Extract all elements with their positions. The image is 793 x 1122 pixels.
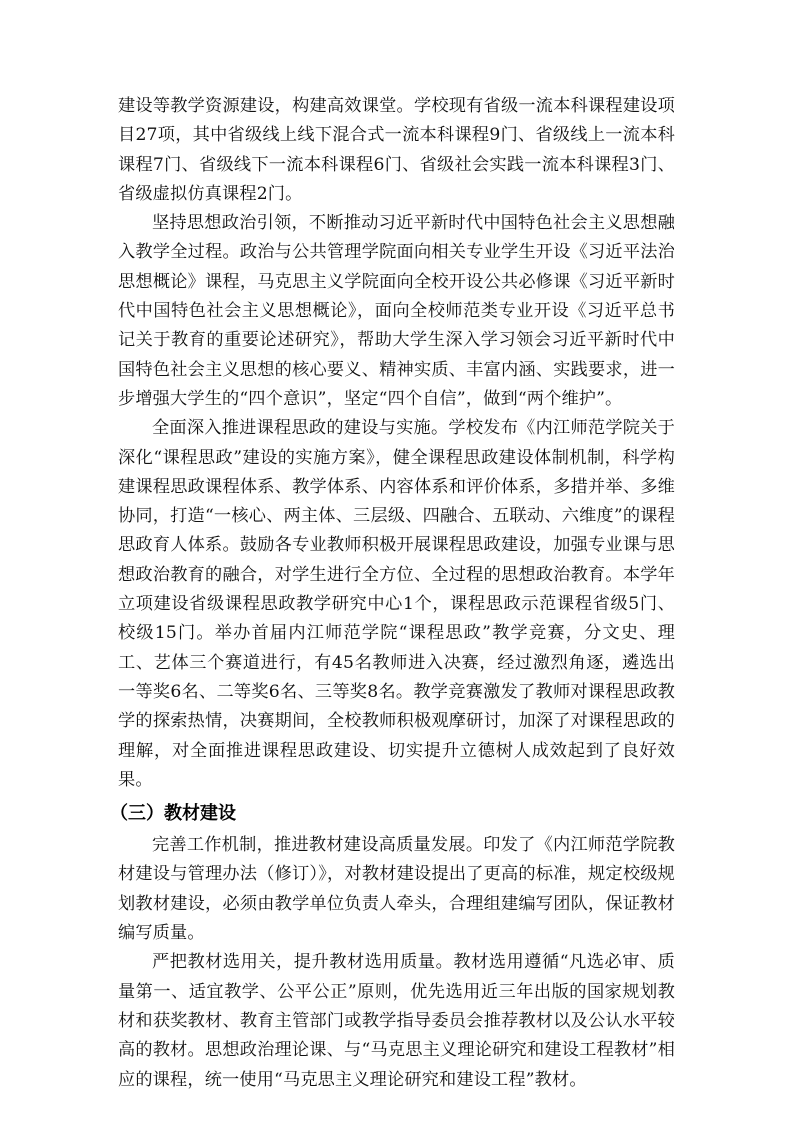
paragraph-work-mechanism: 完善工作机制，推进教材建设高质量发展。印发了《内江师范学院教材建设与管理办法（修订）》，对教材建设提出了更高的标准，规定校级规划教材建设，必须由教学单位负责人牵头，合理组建编写团队，保证教材编写质量。 bbox=[118, 835, 675, 944]
paragraph-textbook-selection: 严把教材选用关，提升教材选用质量。教材选用遵循“凡选必审、质量第一、适宜教学、公平公正”原则，优先选用近三年出版的国家规划教材和获奖教材、教育主管部门或教学指导委员会推荐教材以及公认水平较高的教材。思想政治理论课、与“马克思主义理论研究和建设工程教材”相应的课程，统一使用“马克思主义理论研究和建设工程”教材。 bbox=[118, 952, 675, 1090]
paragraph-course-resources: 建设等教学资源建设，构建高效课堂。学校现有省级一流本科课程建设项目27项，其中省级线上线下混合式一流本科课程9门、省级线上一流本科课程7门、省级线下一流本科课程6门、省级社会实践一流本科课程3门、省级虚拟仿真课程2门。 bbox=[118, 96, 675, 204]
document-page bbox=[110, 92, 675, 1095]
paragraph-ideological-guidance: 坚持思想政治引领，不断推动习近平新时代中国特色社会主义思想融入教学全过程。政治与公共管理学院面向相关专业学生开设《习近平法治思想概论》课程，马克思主义学院面向全校开设公共必修课《习近平新时代中国特色社会主义思想概论》，面向全校师范类专业开设《习近平总书记关于教育的重要论述研究》，帮助大学生深入学习领会习近平新时代中国特色社会主义思想的核心要义、精神实质、丰富内涵、实践要求，进一步增强大学生的“四个意识”，坚定“四个自信”，做到“两个维护”。 bbox=[118, 213, 675, 409]
section-heading-textbook: （三）教材建设 bbox=[110, 803, 236, 825]
paragraph-course-ideology: 全面深入推进课程思政的建设与实施。学校发布《内江师范学院关于深化“课程思政”建设的实施方案》，健全课程思政建设体制机制，科学构建课程思政课程体系、教学体系、内容体系和评价体系，多措并举、多维协同，打造“一核心、两主体、三层级、四融合、五联动、六维度”的课程思政育人体系。鼓励各专业教师积极开展课程思政建设，加强专业课与思想政治教育的融合，对学生进行全方位、全过程的思想政治教育。本学年立项建设省级课程思政教学研究中心1个，课程思政示范课程省级5门、校级15门。举办首届内江师范学院“课程思政”教学竞赛，分文史、理工、艺体三个赛道进行，有45名教师进入决赛，经过激烈角逐，遴选出一等奖6名、二等奖6名、三等奖8名。教学竞赛激发了教师对课程思政教学的探索热情，决赛期间，全校教师积极观摩研讨，加深了对课程思政的理解，对全面推进课程思政建设、切实提升立德树人成效起到了良好效果。 bbox=[118, 418, 675, 790]
